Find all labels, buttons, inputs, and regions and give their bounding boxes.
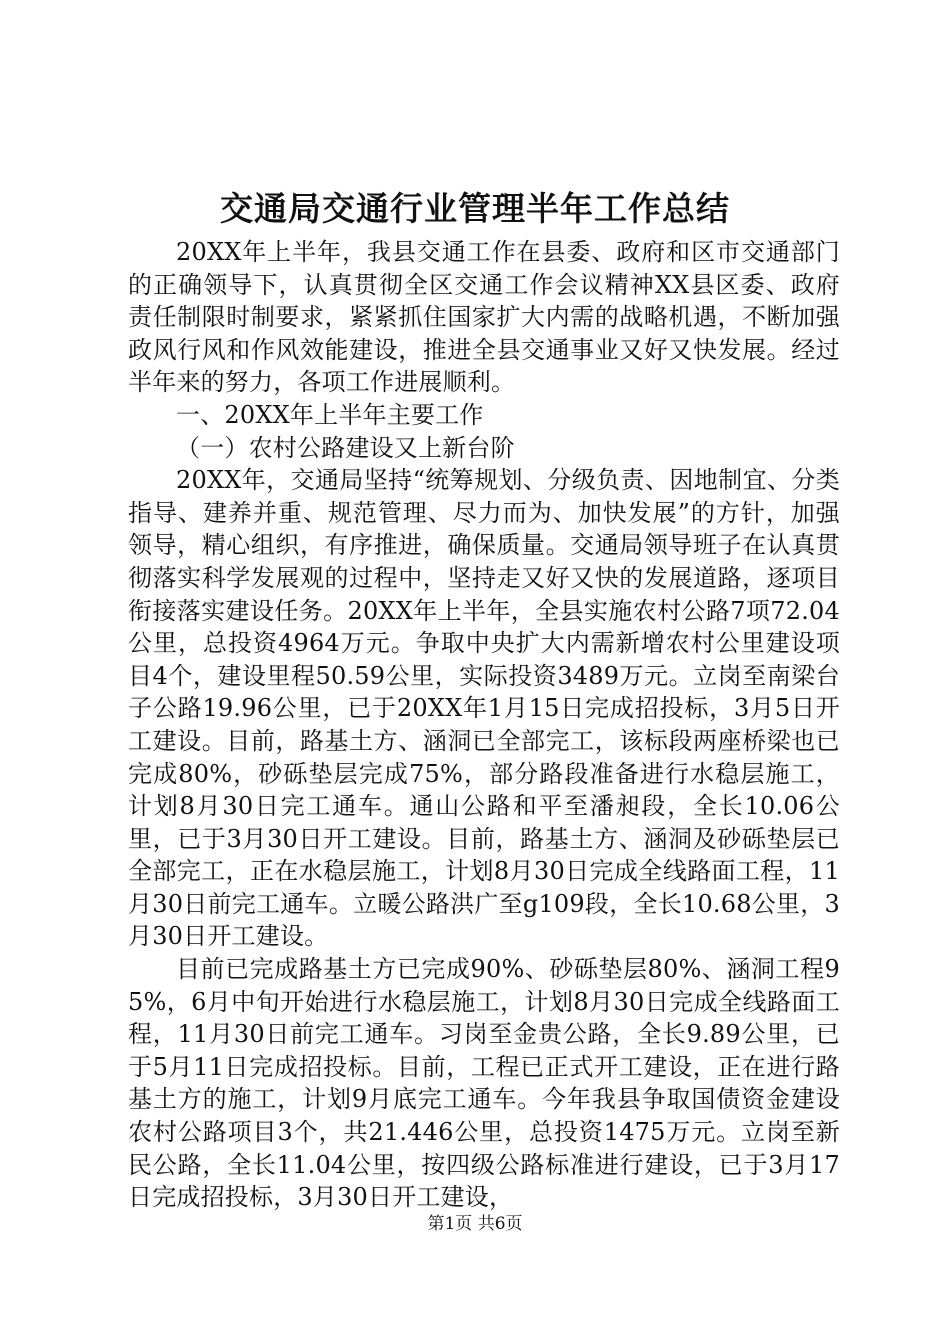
body-paragraph: 目前已完成路基土方已完成90%、砂砾垫层80%、涵洞工程95%，6月中旬开始进行水稳层施工，计划8月30日完成全线路面工程，11月30日前完工通车。习岗至金贵公路，全长9.89公里，已于5月11日完成招投标。目前，工程已正式开工建设，正在进行路基土方的施工，计划9月底完工通车。今年我县争取国债资金建设农村公路项目3个，共21.446公里，总投资1475万元。立岗至新民公路，全长11.04公里，按四级公路标准进行建设，已于3月17日完成招投标，3月30日开工建设，	[128, 955, 840, 1212]
section-heading: 一、20XX年上半年主要工作	[176, 400, 484, 429]
page-footer: 第1页 共6页	[427, 1214, 523, 1234]
document-body	[128, 236, 840, 1214]
body-paragraph: 20XX年，交通局坚持“统筹规划、分级负责、因地制宜、分类指导、建养并重、规范管理、尽力而为、加快发展”的方针，加强领导，精心组织，有序推进，确保质量。交通局领导班子在认真贯彻落实科学发展观的过程中，坚持走又好又快的发展道路，逐项目衔接落实建设任务。20XX年上半年，全县实施农村公路7项72.04公里，总投资4964万元。争取中央扩大内需新增农村公里建设项目4个，建设里程50.59公里，实际投资3489万元。立岗至南梁台子公路19.96公里，已于20XX年1月15日完成招投标，3月5日开工建设。目前，路基土方、涵洞已全部完工，该标段两座桥梁也已完成80%，砂砾垫层完成75%，部分路段准备进行水稳层施工，计划8月30日完工通车。通山公路和平至潘昶段，全长10.06公里，已于3月30日开工建设。目前，路基土方、涵洞及砂砾垫层已全部完工，正在水稳层施工，计划8月30日完成全线路面工程，11月30日前完工通车。立暖公路洪广至g109段，全长10.68公里，3月30日开工建设。	[128, 466, 840, 951]
intro-paragraph: 20XX年上半年，我县交通工作在县委、政府和区市交通部门的正确领导下，认真贯彻全区交通工作会议精神XX县区委、政府责任制限时制要求，紧紧抓住国家扩大内需的战略机遇，不断加强政风行风和作风效能建设，推进全县交通事业又好又快发展。经过半年来的努力，各项工作进展顺利。	[128, 238, 840, 397]
subsection-heading: （一）农村公路建设又上新台阶	[176, 433, 515, 462]
document-title: 交通局交通行业管理半年工作总结	[220, 189, 730, 228]
